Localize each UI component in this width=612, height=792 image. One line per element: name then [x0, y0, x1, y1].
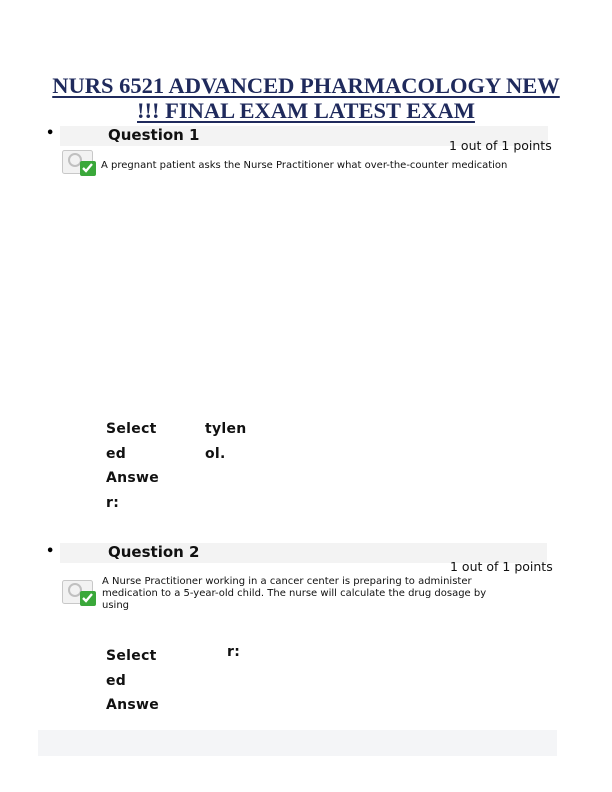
question-1-label: Question 1 — [108, 126, 200, 144]
question-1-selected-answer-label: Select ed Answe r: — [106, 421, 160, 511]
question-1-selected-answer-value: tylen ol. — [205, 421, 247, 462]
exam-title-line-1: NURS 6521 ADVANCED PHARMACOLOGY NEW — [52, 73, 560, 98]
bullet-icon: • — [46, 126, 55, 141]
correct-check-icon — [62, 150, 98, 178]
question-2-points: 1 out of 1 points — [450, 559, 553, 574]
question-2-label: Question 2 — [108, 543, 200, 561]
footer-bar — [38, 730, 557, 756]
exam-title-line-2: !!! FINAL EXAM LATEST EXAM — [137, 98, 475, 123]
question-2-selected-answer-label: Select ed Answe — [106, 648, 160, 713]
bullet-icon: • — [46, 544, 55, 559]
question-2-selected-answer-trailing: r: — [227, 644, 241, 660]
question-1-text: A pregnant patient asks the Nurse Practitioner what over-the-counter medication — [101, 160, 508, 171]
correct-check-icon — [62, 580, 98, 608]
question-2-text: A Nurse Practitioner working in a cancer center is preparing to administer medication to a 5-year-old child. The nurse will calculate the drug dosage by using — [102, 576, 487, 611]
question-1-points: 1 out of 1 points — [449, 138, 552, 153]
exam-title — [40, 73, 572, 123]
